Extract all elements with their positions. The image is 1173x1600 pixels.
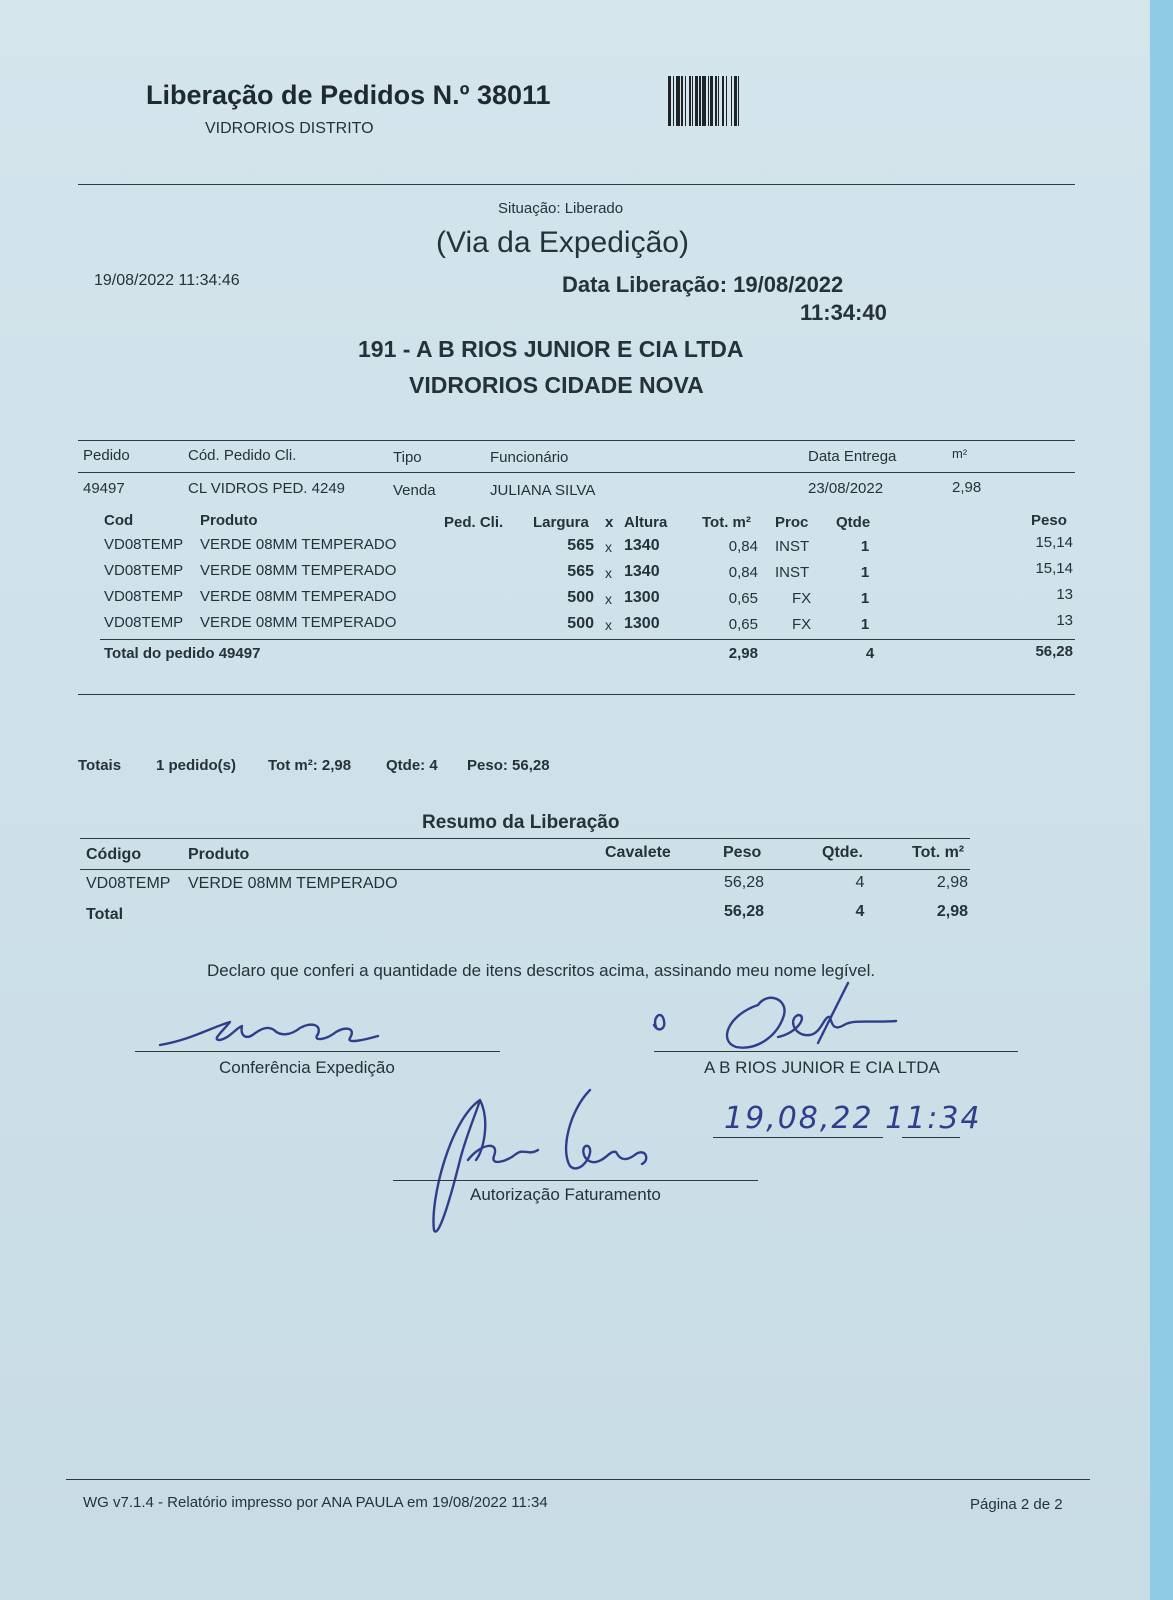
items-col-proc: Proc [775, 514, 809, 531]
summary-total-peso: 56,28 [723, 903, 764, 920]
item-cod: VD08TEMP [104, 562, 184, 579]
copy-type: (Via da Expedição) [436, 226, 689, 259]
item-altura: 1340 [624, 563, 660, 580]
divider [80, 869, 970, 870]
item-tot-m2: 0,65 [728, 616, 758, 633]
release-time: 11:34:40 [800, 300, 887, 325]
employee-name: JULIANA SILVA [490, 482, 596, 499]
client-name: 191 - A B RIOS JUNIOR E CIA LTDA [358, 336, 744, 362]
item-cod: VD08TEMP [104, 536, 184, 553]
signature-line [654, 1051, 1018, 1052]
totals-qtde: Qtde: 4 [386, 757, 438, 774]
signature-line [393, 1180, 758, 1181]
print-datetime: 19/08/2022 11:34:46 [94, 272, 240, 289]
autorizacao-label: Autorização Faturamento [470, 1185, 661, 1204]
divider [78, 694, 1075, 695]
col-m2: m² [952, 446, 968, 461]
summary-col-qtde: Qtde. [822, 844, 863, 861]
date-underline [713, 1137, 883, 1138]
document-title: Liberação de Pedidos N.º 38011 [146, 80, 551, 110]
client-order-code: CL VIDROS PED. 4249 [188, 480, 346, 497]
items-col-cod: Cod [104, 512, 134, 529]
summary-col-peso: Peso [723, 844, 762, 861]
divider [78, 472, 1075, 473]
item-largura: 500 [567, 615, 594, 632]
client-signature [648, 975, 918, 1055]
item-largura: 500 [567, 589, 594, 606]
item-tot-m2: 0,84 [728, 538, 758, 555]
summary-col-cavalete: Cavalete [605, 844, 671, 861]
summary-total-tot-m2: 2,98 [936, 903, 968, 920]
items-col-qtde: Qtde [836, 514, 871, 531]
item-peso: 15,14 [1035, 560, 1073, 577]
item-altura: 1300 [624, 615, 660, 632]
items-col-x: x [605, 514, 614, 531]
totals-peso: Peso: 56,28 [467, 757, 550, 774]
summary-peso: 56,28 [723, 874, 764, 891]
item-proc: FX [792, 616, 812, 633]
release-date: Data Liberação: 19/08/2022 [562, 272, 844, 297]
item-largura: 565 [567, 563, 594, 580]
totals-label: Totais [78, 757, 122, 774]
item-peso: 13 [1056, 612, 1073, 629]
item-x: x [605, 617, 612, 633]
divider [78, 184, 1075, 185]
item-peso: 13 [1056, 586, 1073, 603]
autorizacao-signature [420, 1080, 670, 1240]
divider [78, 440, 1075, 441]
items-col-altura: Altura [624, 514, 668, 531]
conferencia-signature [150, 1010, 410, 1055]
item-produto: VERDE 08MM TEMPERADO [200, 562, 397, 579]
barcode-bar [739, 76, 741, 126]
items-col-largura: Largura [533, 514, 589, 531]
item-altura: 1300 [624, 589, 660, 606]
item-x: x [605, 565, 612, 581]
item-qtde: 1 [860, 564, 870, 581]
item-largura: 565 [567, 537, 594, 554]
divider [80, 838, 970, 839]
item-tot-m2: 0,65 [728, 590, 758, 607]
items-col-produto: Produto [200, 512, 258, 529]
summary-col-produto: Produto [188, 846, 250, 863]
item-proc: INST [775, 538, 810, 555]
footer-divider [66, 1479, 1090, 1480]
summary-total-label: Total [86, 906, 124, 923]
col-funcionario: Funcionário [490, 449, 569, 466]
items-col-ped-cli: Ped. Cli. [444, 514, 504, 531]
item-qtde: 1 [860, 538, 870, 555]
delivery-date: 23/08/2022 [808, 480, 884, 497]
summary-col-tot-m2: Tot. m² [912, 844, 965, 861]
handwritten-date: 19,08,22 11:34 [724, 1101, 982, 1136]
declaration-text: Declaro que conferi a quantidade de itens descritos acima, assinando meu nome legível. [207, 961, 876, 980]
summary-codigo: VD08TEMP [86, 875, 171, 892]
item-qtde: 1 [860, 616, 870, 633]
item-produto: VERDE 08MM TEMPERADO [200, 536, 397, 553]
totals-m2: Tot m²: 2,98 [268, 757, 352, 774]
issuer-company: VIDRORIOS DISTRITO [205, 120, 374, 137]
items-col-tot-m2: Tot. m² [702, 514, 751, 531]
client-store: VIDRORIOS CIDADE NOVA [409, 372, 704, 398]
page-number: Página 2 de 2 [970, 1496, 1063, 1513]
item-qtde: 1 [860, 590, 870, 607]
signature-line [135, 1051, 500, 1052]
summary-produto: VERDE 08MM TEMPERADO [188, 875, 398, 892]
status-text: Situação: Liberado [498, 200, 624, 217]
col-cod-pedido-cli: Cód. Pedido Cli. [188, 447, 297, 464]
col-tipo: Tipo [393, 449, 422, 466]
order-m2: 2,98 [952, 479, 982, 496]
order-total-label: Total do pedido 49497 [104, 645, 261, 662]
summary-tot-m2: 2,98 [936, 874, 968, 891]
order-total-qtde: 4 [865, 645, 875, 662]
item-produto: VERDE 08MM TEMPERADO [200, 588, 397, 605]
item-peso: 15,14 [1035, 534, 1073, 551]
summary-qtde: 4 [855, 874, 865, 891]
item-x: x [605, 539, 612, 555]
item-proc: INST [775, 564, 810, 581]
summary-title: Resumo da Liberação [422, 812, 620, 833]
summary-total-qtde: 4 [855, 903, 865, 920]
item-altura: 1340 [624, 537, 660, 554]
items-col-peso: Peso [1031, 512, 1067, 529]
time-underline [902, 1137, 960, 1138]
item-proc: FX [792, 590, 812, 607]
item-x: x [605, 591, 612, 607]
item-cod: VD08TEMP [104, 588, 184, 605]
order-total-m2: 2,98 [728, 645, 758, 662]
conferencia-label: Conferência Expedição [219, 1058, 395, 1077]
footer-print-info: WG v7.1.4 - Relatório impresso por ANA PAULA em 19/08/2022 11:34 [83, 1494, 548, 1511]
item-produto: VERDE 08MM TEMPERADO [200, 614, 397, 631]
order-type: Venda [393, 482, 436, 499]
item-tot-m2: 0,84 [728, 564, 758, 581]
client-label: A B RIOS JUNIOR E CIA LTDA [704, 1058, 940, 1077]
col-pedido: Pedido [83, 447, 130, 464]
totals-pedidos: 1 pedido(s) [156, 757, 237, 774]
order-total-peso: 56,28 [1035, 643, 1073, 660]
order-number: 49497 [83, 480, 125, 497]
col-data-entrega: Data Entrega [808, 448, 897, 465]
background-edge [1150, 0, 1173, 1600]
divider [100, 639, 1075, 640]
summary-col-codigo: Código [86, 846, 142, 863]
item-cod: VD08TEMP [104, 614, 184, 631]
barcode [668, 76, 844, 126]
